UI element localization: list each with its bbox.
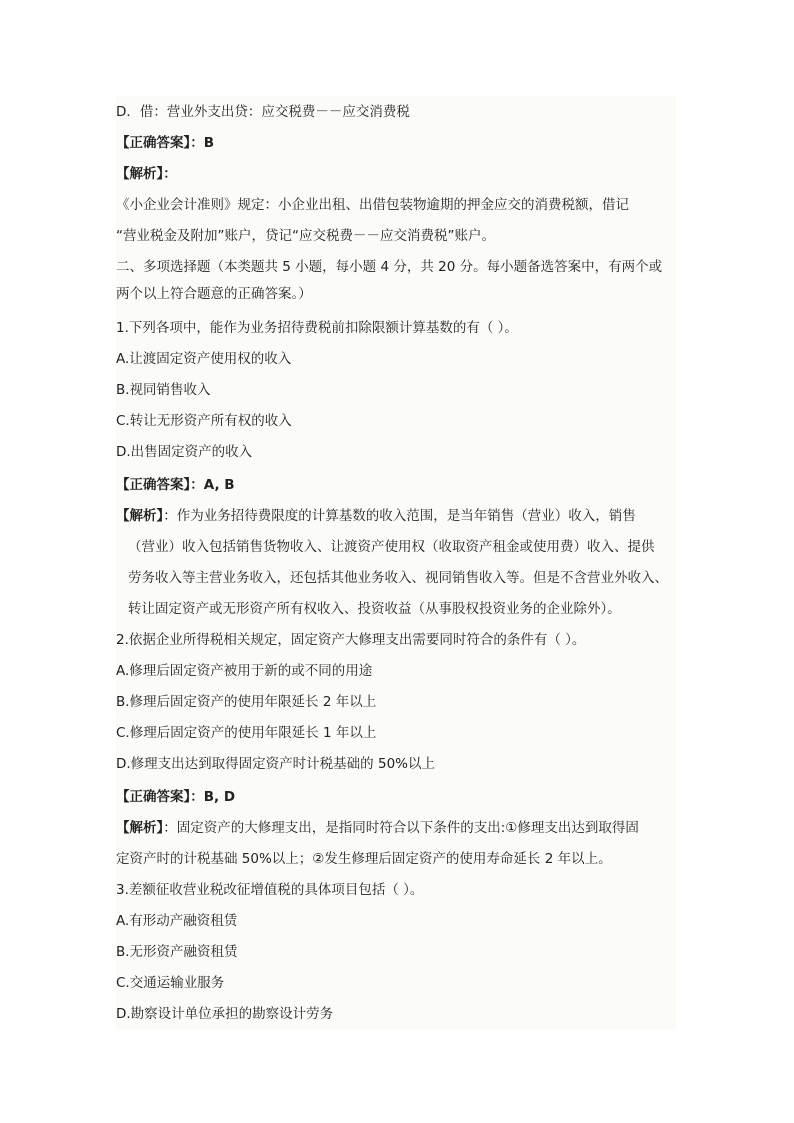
q1-option-b: B.视同销售收入: [116, 382, 211, 398]
analysis-line-2a: [116, 506, 676, 526]
answer-line-1: 【正确答案】：B: [116, 135, 215, 151]
answer-label: 【正确答案】：: [116, 477, 204, 493]
analysis-label: 【解析】: [116, 820, 164, 836]
answer-value: B, D: [203, 789, 236, 805]
q2-option-a: A.修理后固定资产被用于新的或不同的用途: [116, 663, 373, 679]
answer-line-2: [116, 475, 676, 495]
document-body: [116, 96, 676, 1030]
analysis-text-1b: “营业税金及附加”账户，贷记“应交税费－－应交消费税”账户。: [116, 228, 495, 244]
question-2: 2.依据企业所得税相关规定，固定资产大修理支出需要同时符合的条件有（ ）。: [116, 632, 586, 648]
q2-option-c: C.修理后固定资产的使用年限延长 1 年以上: [116, 725, 377, 741]
analysis-text: ：作为业务招待费限度的计算基数的收入范围，是当年销售（营业）收入，销售: [163, 508, 636, 524]
q3-option-b: B.无形资产融资租赁: [116, 944, 238, 960]
analysis-line-3b: 定资产时的计税基础 50%以上；②发生修理后固定资产的使用寿命延长 2 年以上。: [116, 851, 612, 867]
q1-option-a: A.让渡固定资产使用权的收入: [116, 351, 292, 367]
q3-option-a: A.有形动产融资租赁: [116, 913, 238, 929]
section-heading-b: 两个以上符合题意的正确答案。）: [116, 286, 312, 302]
analysis-text: ：固定资产的大修理支出，是指同时符合以下条件的支出:①修理支出达到取得固: [163, 820, 639, 836]
analysis-heading-1: 【解析】：: [116, 166, 177, 182]
analysis-line-3a: [116, 818, 676, 838]
q1-option-d: D.出售固定资产的收入: [116, 444, 253, 460]
analysis-line-2c: 劳务收入等主营业务收入，还包括其他业务收入、视同销售收入等。但是不含营业外收入、: [128, 570, 668, 586]
analysis-line-2b: （营业）收入包括销售货物收入、让渡资产使用权（收取资产租金或使用费）收入、提供: [128, 539, 655, 555]
question-3: 3.差额征收营业税改征增值税的具体项目包括（ ）。: [116, 882, 424, 898]
q2-option-d: D.修理支出达到取得固定资产时计税基础的 50%以上: [116, 756, 435, 772]
option-d-prev: D．借：营业外支出贷：应交税费－－应交消费税: [116, 104, 410, 120]
section-heading-a: 二、多项选择题（本类题共 5 小题，每小题 4 分，共 20 分。每小题备选答案中，有两个或: [116, 259, 663, 275]
question-1: 1.下列各项中，能作为业务招待费税前扣除限额计算基数的有（ ）。: [116, 320, 518, 336]
answer-line-3: [116, 787, 676, 807]
answer-value: A, B: [203, 477, 235, 493]
q2-option-b: B.修理后固定资产的使用年限延长 2 年以上: [116, 694, 377, 710]
q3-option-c: C.交通运输业服务: [116, 975, 225, 991]
analysis-line-2d: 转让固定资产或无形资产所有权收入、投资收益（从事股权投资业务的企业除外）。: [128, 601, 621, 617]
q3-option-d: D.勘察设计单位承担的勘察设计劳务: [116, 1006, 334, 1022]
analysis-text-1a: 《小企业会计准则》规定：小企业出租、出借包装物逾期的押金应交的消费税额，借记: [116, 197, 629, 213]
q1-option-c: C.转让无形资产所有权的收入: [116, 413, 292, 429]
analysis-label: 【解析】: [116, 508, 164, 524]
answer-label: 【正确答案】：: [116, 789, 204, 805]
